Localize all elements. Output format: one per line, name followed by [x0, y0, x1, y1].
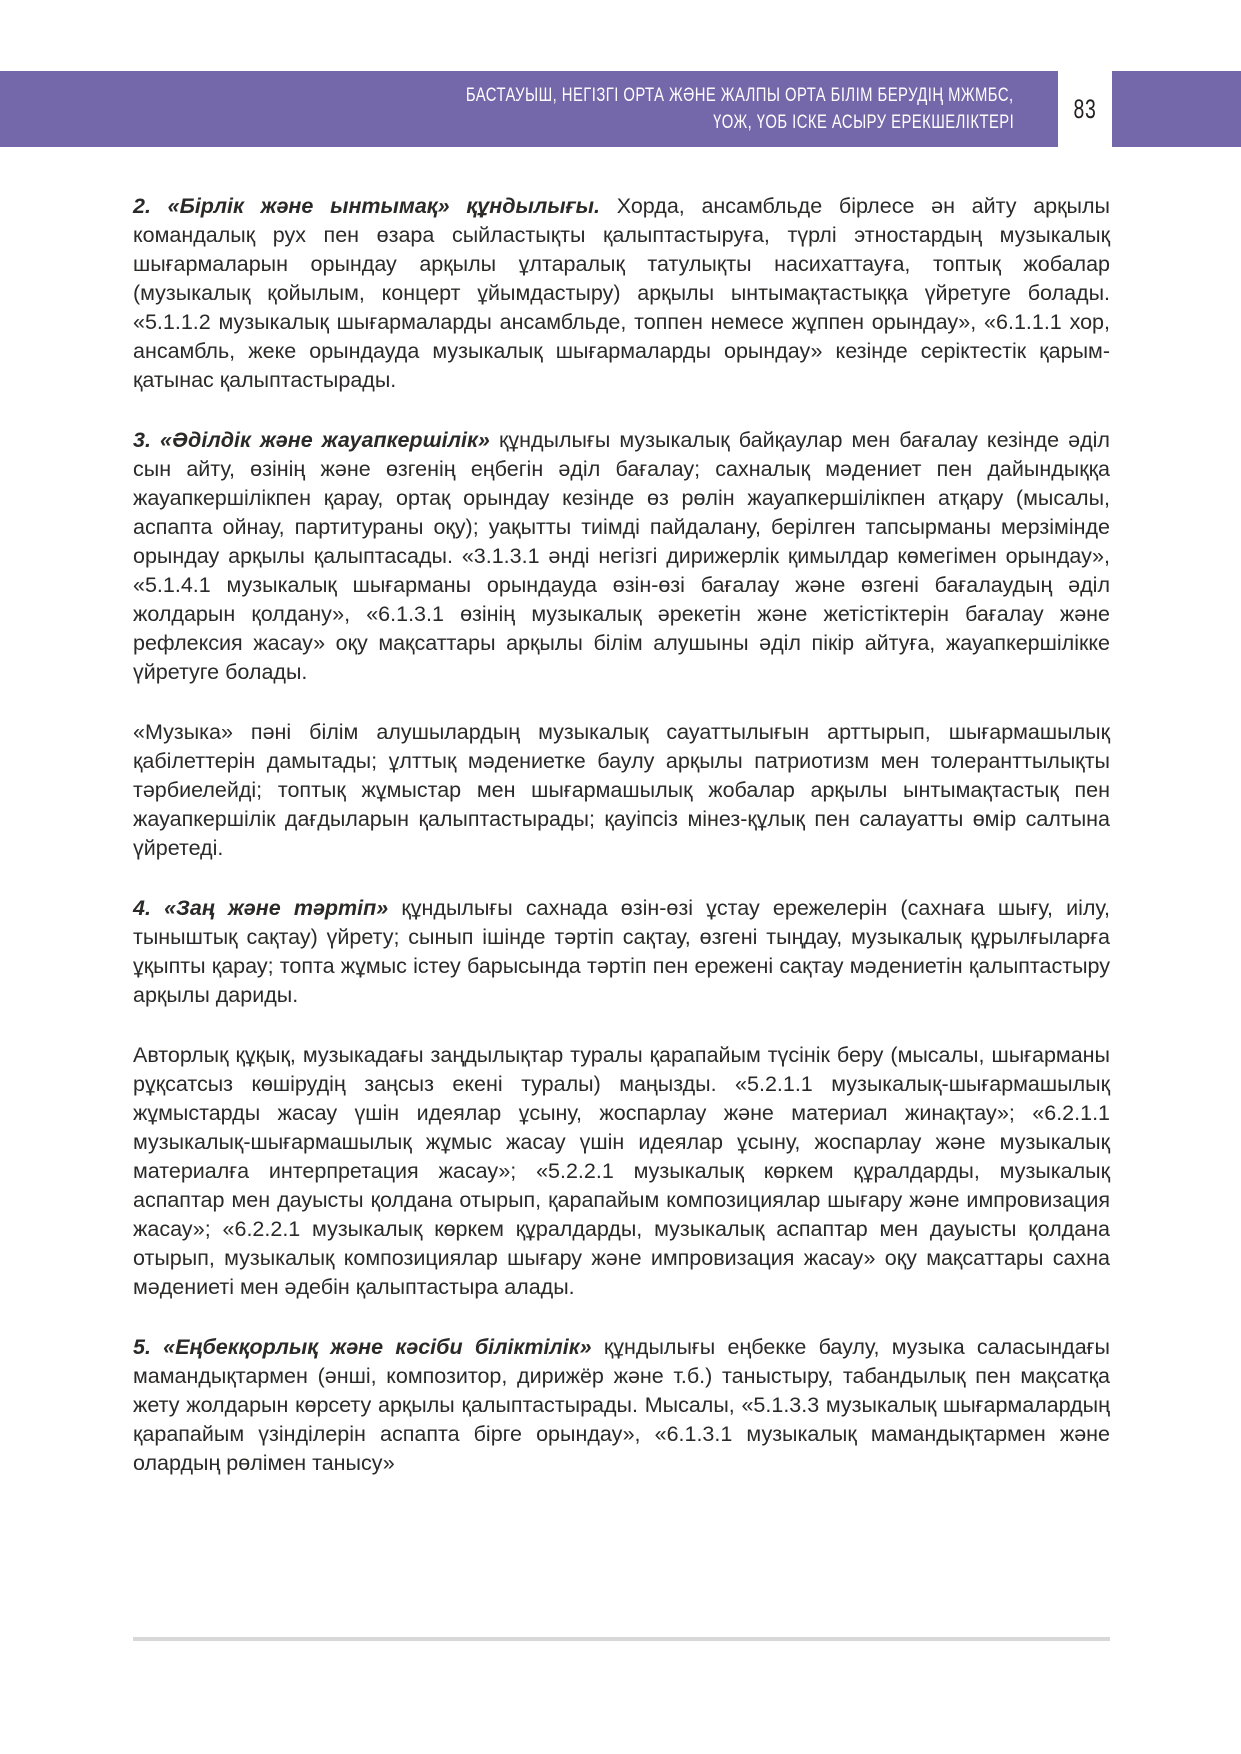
paragraph-value-2 [133, 192, 1110, 395]
paragraph-value-4 [133, 894, 1110, 1010]
paragraph-value-3 [133, 426, 1110, 687]
paragraph-text: құндылығы музыкалық байқаулар мен бағалау кезінде әділ сын айту, өзінің және өзгенің еңбегін әділ бағалау; сахналық мәдениет пен дайындыққа жауапкершілікпен қарау, ортақ орындау кезінде өз рөлін жауапкершілікпен атқару (мысалы, аспапта ойнау, партитураны оқу); уақытты тиімді пайдалану, берілген тапсырманы мерзімінде орындау арқылы қалыптасады. «3.1.3.1 әнді негізгі дирижерлік қимылдар көмегімен орындау», «5.1.4.1 музыкалық шығарманы орындауда өзін-өзі бағалау және өзгені бағалаудың әділ жолдарын қолдану», «6.1.3.1 өзінің музыкалық әрекетін және жетістіктерін бағалау және рефлексия жасау» оқу мақсаттары арқылы білім алушыны әділ пікір айтуға, жауапкершілікке үйретуге болады. [133, 428, 1110, 684]
paragraph-text: Хорда, ансамбльде бірлесе ән айту арқылы командалық рух пен өзара сыйластықты қалыптастыруға, түрлі этностардың музыкалық шығармаларын орындау арқылы ұлтаралық татулықты насихаттауға, топтық жобалар (музыкалық қойылым, концерт ұйымдастыру) арқылы ынтымақтастыққа үйретуге болады. «5.1.1.2 музыкалық шығармаларды ансамбльде, топпен немесе жұппен орындау», «6.1.1.1 хор, ансамбль, жеке орындауда музыкалық шығармаларды орындау» кезінде серіктестік қарым-қатынас қалыптастырады. [133, 194, 1110, 392]
body-text [133, 192, 1110, 1509]
paragraph-lead: 5. «Еңбекқорлық және кәсіби біліктілік» [133, 1335, 592, 1359]
paragraph-text: құндылығы еңбекке баулу, музыка саласындағы мамандықтармен (әнші, композитор, дирижёр және т.б.) таныстыру, табандылық пен мақсатқа жету жолдарын көрсету арқылы қалыптастырады. Мысалы, «5.1.3.3 музыкалық шығармалардың қарапайым үзінділерін аспапта бірге орындау», «6.1.3.1 музыкалық мамандықтармен және олардың рөлімен танысу» [133, 1335, 1110, 1475]
paragraph-text: «Музыка» пәні білім алушылардың музыкалық сауаттылығын арттырып, шығармашылық қабілеттерін дамытады; ұлттық мәдениетке баулу арқылы патриотизм мен толеранттылықты тәрбиелейді; топтық жұмыстар мен шығармашылық жобалар арқылы ынтымақтастық пен жауапкершілік дағдыларын қалыптастырады; қауіпсіз мінез-құлық пен салауатты өмір салтына үйретеді. [133, 720, 1110, 860]
paragraph-lead: 4. «Заң және тәртіп» [133, 896, 389, 920]
paragraph-lead: 2. «Бірлік және ынтымақ» құндылығы. [133, 194, 601, 218]
paragraph-copyright [133, 1041, 1110, 1302]
header-banner-edge-block [1112, 71, 1241, 147]
header-title-line-1: БАСТАУЫШ, НЕГІЗГІ ОРТА ЖӘНЕ ЖАЛПЫ ОРТА БІЛІМ БЕРУДІҢ МЖМБС, [466, 84, 1014, 106]
paragraph-text: құндылығы сахнада өзін-өзі ұстау ережелерін (сахнаға шығу, иілу, тыныштық сақтау) үйрету; сынып ішінде тәртіп сақтау, өзгені тыңдау, музыкалық құрылғыларға ұқыпты қарау; топта жұмыс істеу барысында тәртіп пен ережені сақтау мәдениетін қалыптастыру арқылы дариды. [133, 896, 1110, 1007]
paragraph-text: Авторлық құқық, музыкадағы заңдылықтар туралы қарапайым түсінік беру (мысалы, шығарманы рұқсатсыз көшірудің заңсыз екені туралы) маңызды. «5.2.1.1 музыкалық-шығармашылық жұмыстарды жасау үшін идеялар ұсыну, жоспарлау және материал жинақтау»; «6.2.1.1 музыкалық-шығармашылық жұмыс жасау үшін идеялар ұсыну, жоспарлау және музыкалық материалға интерпретация жасау»; «5.2.2.1 музыкалық көркем құралдарды, музыкалық аспаптар мен дауысты қолдана отырып, қарапайым композициялар шығару және импровизация жасау»; «6.2.2.1 музыкалық көркем құралдарды, музыкалық аспаптар мен дауысты қолдана отырып, музыкалық композициялар шығару және импровизация жасау» оқу мақсаттары сахна мәдениеті мен әдебін қалыптастыра алады. [133, 1043, 1110, 1299]
paragraph-muzyka [133, 718, 1110, 863]
page-number-box [1058, 71, 1112, 147]
header-banner [0, 71, 1058, 147]
page-number: 83 [1073, 93, 1097, 124]
footer-divider-line [133, 1637, 1110, 1641]
paragraph-lead: 3. «Әділдік және жауапкершілік» [133, 428, 490, 452]
header-title-line-2: ҮОЖ, ҮОБ ІСКЕ АСЫРУ ЕРЕКШЕЛІКТЕРІ [712, 111, 1014, 133]
paragraph-value-5 [133, 1333, 1110, 1478]
